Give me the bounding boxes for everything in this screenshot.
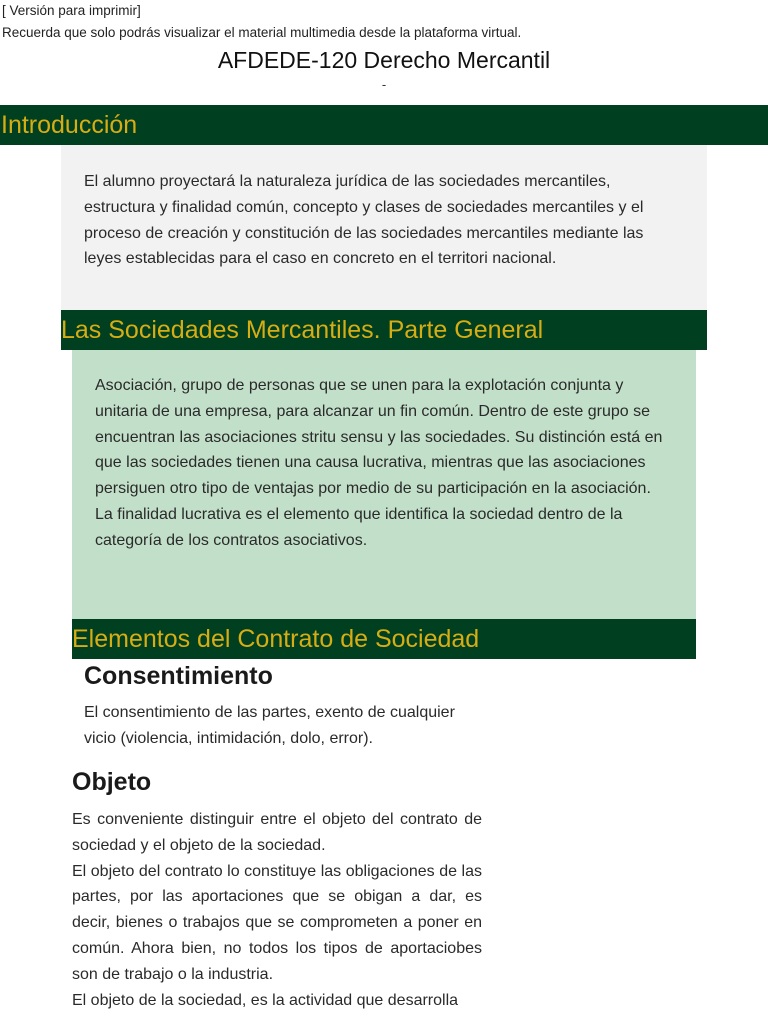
sociedades-section-heading: Las Sociedades Mercantiles. Parte General bbox=[61, 310, 707, 350]
intro-text: El alumno proyectará la naturaleza jurídica de las sociedades mercantiles, estructura y finalidad común, concepto y clases de sociedades mercantiles y el proceso de creación y constitución de las sociedades mercantiles mediante las leyes establecidas para el caso en concreto en el territori nacional. bbox=[84, 173, 644, 268]
sociedades-text bbox=[95, 373, 680, 554]
objeto-paragraph: El objeto del contrato lo constituye las obligaciones de las partes, por las aportaciones que se obigan a dar, es decir, bienes o trabajos que se comprometen a poner en común. Ahora bien, no todos los tipos de aportaciobes son de trabajo o la industria. bbox=[72, 862, 482, 983]
objeto-heading: Objeto bbox=[72, 768, 152, 796]
intro-section-heading: Introducción bbox=[0, 105, 768, 145]
elementos-section-heading: Elementos del Contrato de Sociedad bbox=[72, 619, 696, 659]
objeto-paragraph: Es conveniente distinguir entre el objeto del contrato de sociedad y el objeto de la sociedad. bbox=[72, 811, 482, 854]
sociedades-paragraph: La finalidad lucrativa es el elemento que identifica la sociedad dentro de la categoría de los contratos asociativos. bbox=[95, 505, 623, 549]
consentimiento-heading: Consentimiento bbox=[84, 662, 273, 690]
objeto-text bbox=[72, 807, 482, 1013]
document-title: AFDEDE-120 Derecho Mercantil bbox=[217, 47, 551, 73]
print-version-link[interactable]: [ Versión para imprimir] bbox=[2, 3, 141, 18]
consentimiento-text: El consentimiento de las partes, exento de cualquier vicio (violencia, intimidación, dolo, error). bbox=[84, 704, 455, 747]
objeto-paragraph: El objeto de la sociedad, es la actividad que desarrolla bbox=[72, 991, 459, 1009]
title-separator: - bbox=[381, 77, 387, 92]
multimedia-notice: Recuerda que solo podrás visualizar el material multimedia desde la plataforma virtual. bbox=[2, 25, 522, 40]
sociedades-paragraph: Asociación, grupo de personas que se unen para la explotación conjunta y unitaria de una empresa, para alcanzar un fin común. Dentro de este grupo se encuentran las asociaciones stritu sensu y las sociedades. Su distinción está en que las sociedades tienen una causa lucrativa, mientras que las asociaciones persiguen otro tipo de ventajas por medio de su participación en la asociación. bbox=[95, 377, 663, 498]
